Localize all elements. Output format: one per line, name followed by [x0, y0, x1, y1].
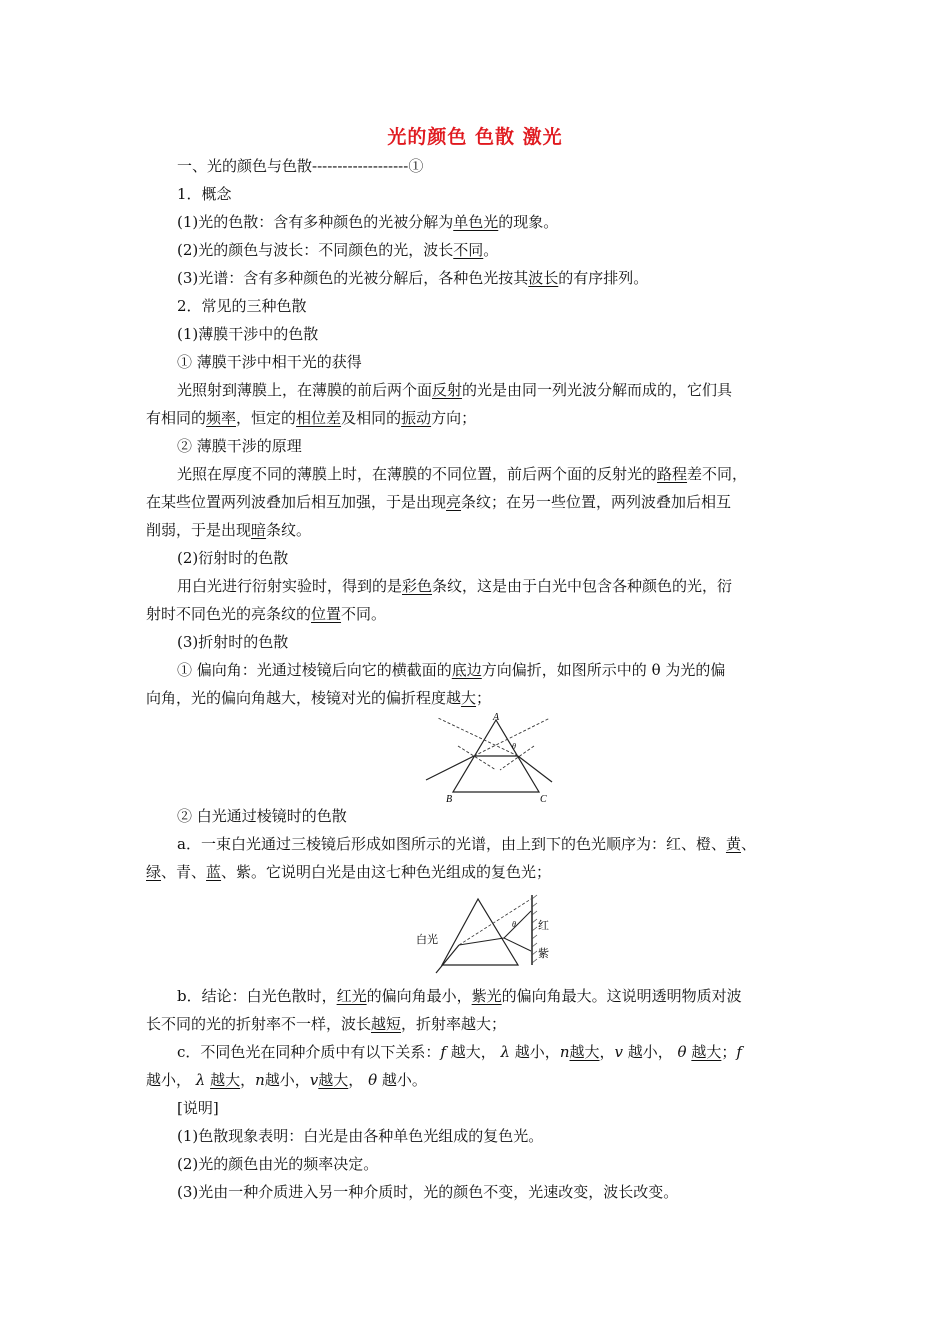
paragraph: (2)衍射时的色散	[177, 549, 289, 567]
paragraph: 在某些位置两列波叠加后相互加强，于是出现亮条纹；在另一些位置，两列波叠加后相互	[146, 493, 732, 511]
paragraph: ② 薄膜干涉的原理	[177, 437, 302, 455]
prism-deviation-figure	[418, 710, 558, 805]
subheading-dispersion-types: 2．常见的三种色散	[177, 297, 307, 315]
note-item: (3)光由一种介质进入另一种介质时，光的颜色不变，光速改变，波长改变。	[177, 1183, 679, 1201]
paragraph: ① 薄膜干涉中相干光的获得	[177, 353, 362, 371]
label-red: 红	[538, 919, 549, 932]
paragraph: c．不同色光在同种介质中有以下关系：f 越大， λ 越小，n越大，v 越小， θ 越大；f	[177, 1043, 742, 1061]
paragraph: 越小， λ 越大，n越小，v越大， θ 越小。	[146, 1071, 427, 1089]
label-A: A	[493, 712, 500, 723]
paragraph: (2)光的颜色与波长：不同颜色的光，波长不同。	[177, 241, 499, 259]
paragraph: 光照在厚度不同的薄膜上时，在薄膜的不同位置，前后两个面的反射光的路程差不同，	[177, 465, 748, 483]
paragraph: b．结论：白光色散时，红光的偏向角最小，紫光的偏向角最大。这说明透明物质对波	[177, 987, 742, 1005]
label-purple: 紫	[538, 947, 549, 960]
paragraph: 向角，光的偏向角越大，棱镜对光的偏折程度越大；	[146, 689, 492, 707]
paragraph: ① 偏向角：光通过棱镜后向它的横截面的底边方向偏折，如图所示中的 θ 为光的偏	[177, 661, 726, 679]
paragraph: ② 白光通过棱镜时的色散	[177, 807, 347, 825]
note-item: (2)光的颜色由光的频率决定。	[177, 1155, 379, 1173]
white-light-ray	[436, 945, 459, 973]
label-B: B	[446, 794, 453, 805]
paragraph: 光照射到薄膜上，在薄膜的前后两个面反射的光是由同一列光波分解而成的，它们具	[177, 381, 733, 399]
page-title: 光的颜色 色散 激光	[387, 126, 563, 148]
section-heading: 一、光的颜色与色散-------------------①	[177, 157, 424, 175]
subheading-concept: 1．概念	[177, 185, 232, 203]
red-ray	[504, 911, 531, 938]
prism-triangle	[442, 899, 518, 965]
white-light-dispersion-figure	[414, 893, 564, 975]
paragraph: 绿、青、蓝、紫。它说明白光是由这七种色光组成的复色光；	[146, 863, 552, 881]
normal-right	[500, 746, 534, 770]
paragraph: 削弱，于是出现暗条纹。	[146, 521, 312, 539]
paragraph: 有相同的频率，恒定的相位差及相同的振动方向；	[146, 409, 477, 427]
label-white-light: 白光	[416, 933, 438, 946]
paragraph: (1)光的色散：含有多种颜色的光被分解为单色光的现象。	[177, 213, 559, 231]
paragraph: 射时不同色光的亮条纹的位置不同。	[146, 605, 387, 623]
paragraph: (3)折射时的色散	[177, 633, 289, 651]
note-item: (1)色散现象表明：白光是由各种单色光组成的复色光。	[177, 1127, 544, 1145]
internal-ray	[459, 938, 504, 945]
label-C: C	[540, 794, 547, 805]
emergent-ray	[518, 756, 552, 782]
paragraph: (3)光谱：含有多种颜色的光被分解后，各种色光按其波长的有序排列。	[177, 269, 649, 287]
label-theta: θ	[512, 742, 516, 751]
paragraph: 长不同的光的折射率不一样，波长越短，折射率越大；	[146, 1015, 507, 1033]
paragraph: a．一束白光通过三棱镜后形成如图所示的光谱，由上到下的色光顺序为：红、橙、黄、	[177, 835, 756, 853]
normal-left	[458, 746, 496, 770]
label-theta: θ	[512, 920, 516, 929]
paragraph: (1)薄膜干涉中的色散	[177, 325, 319, 343]
paragraph: 用白光进行衍射实验时，得到的是彩色条纹，这是由于白光中包含各种颜色的光，衍	[177, 577, 733, 595]
note-heading: [说明]	[177, 1099, 219, 1117]
